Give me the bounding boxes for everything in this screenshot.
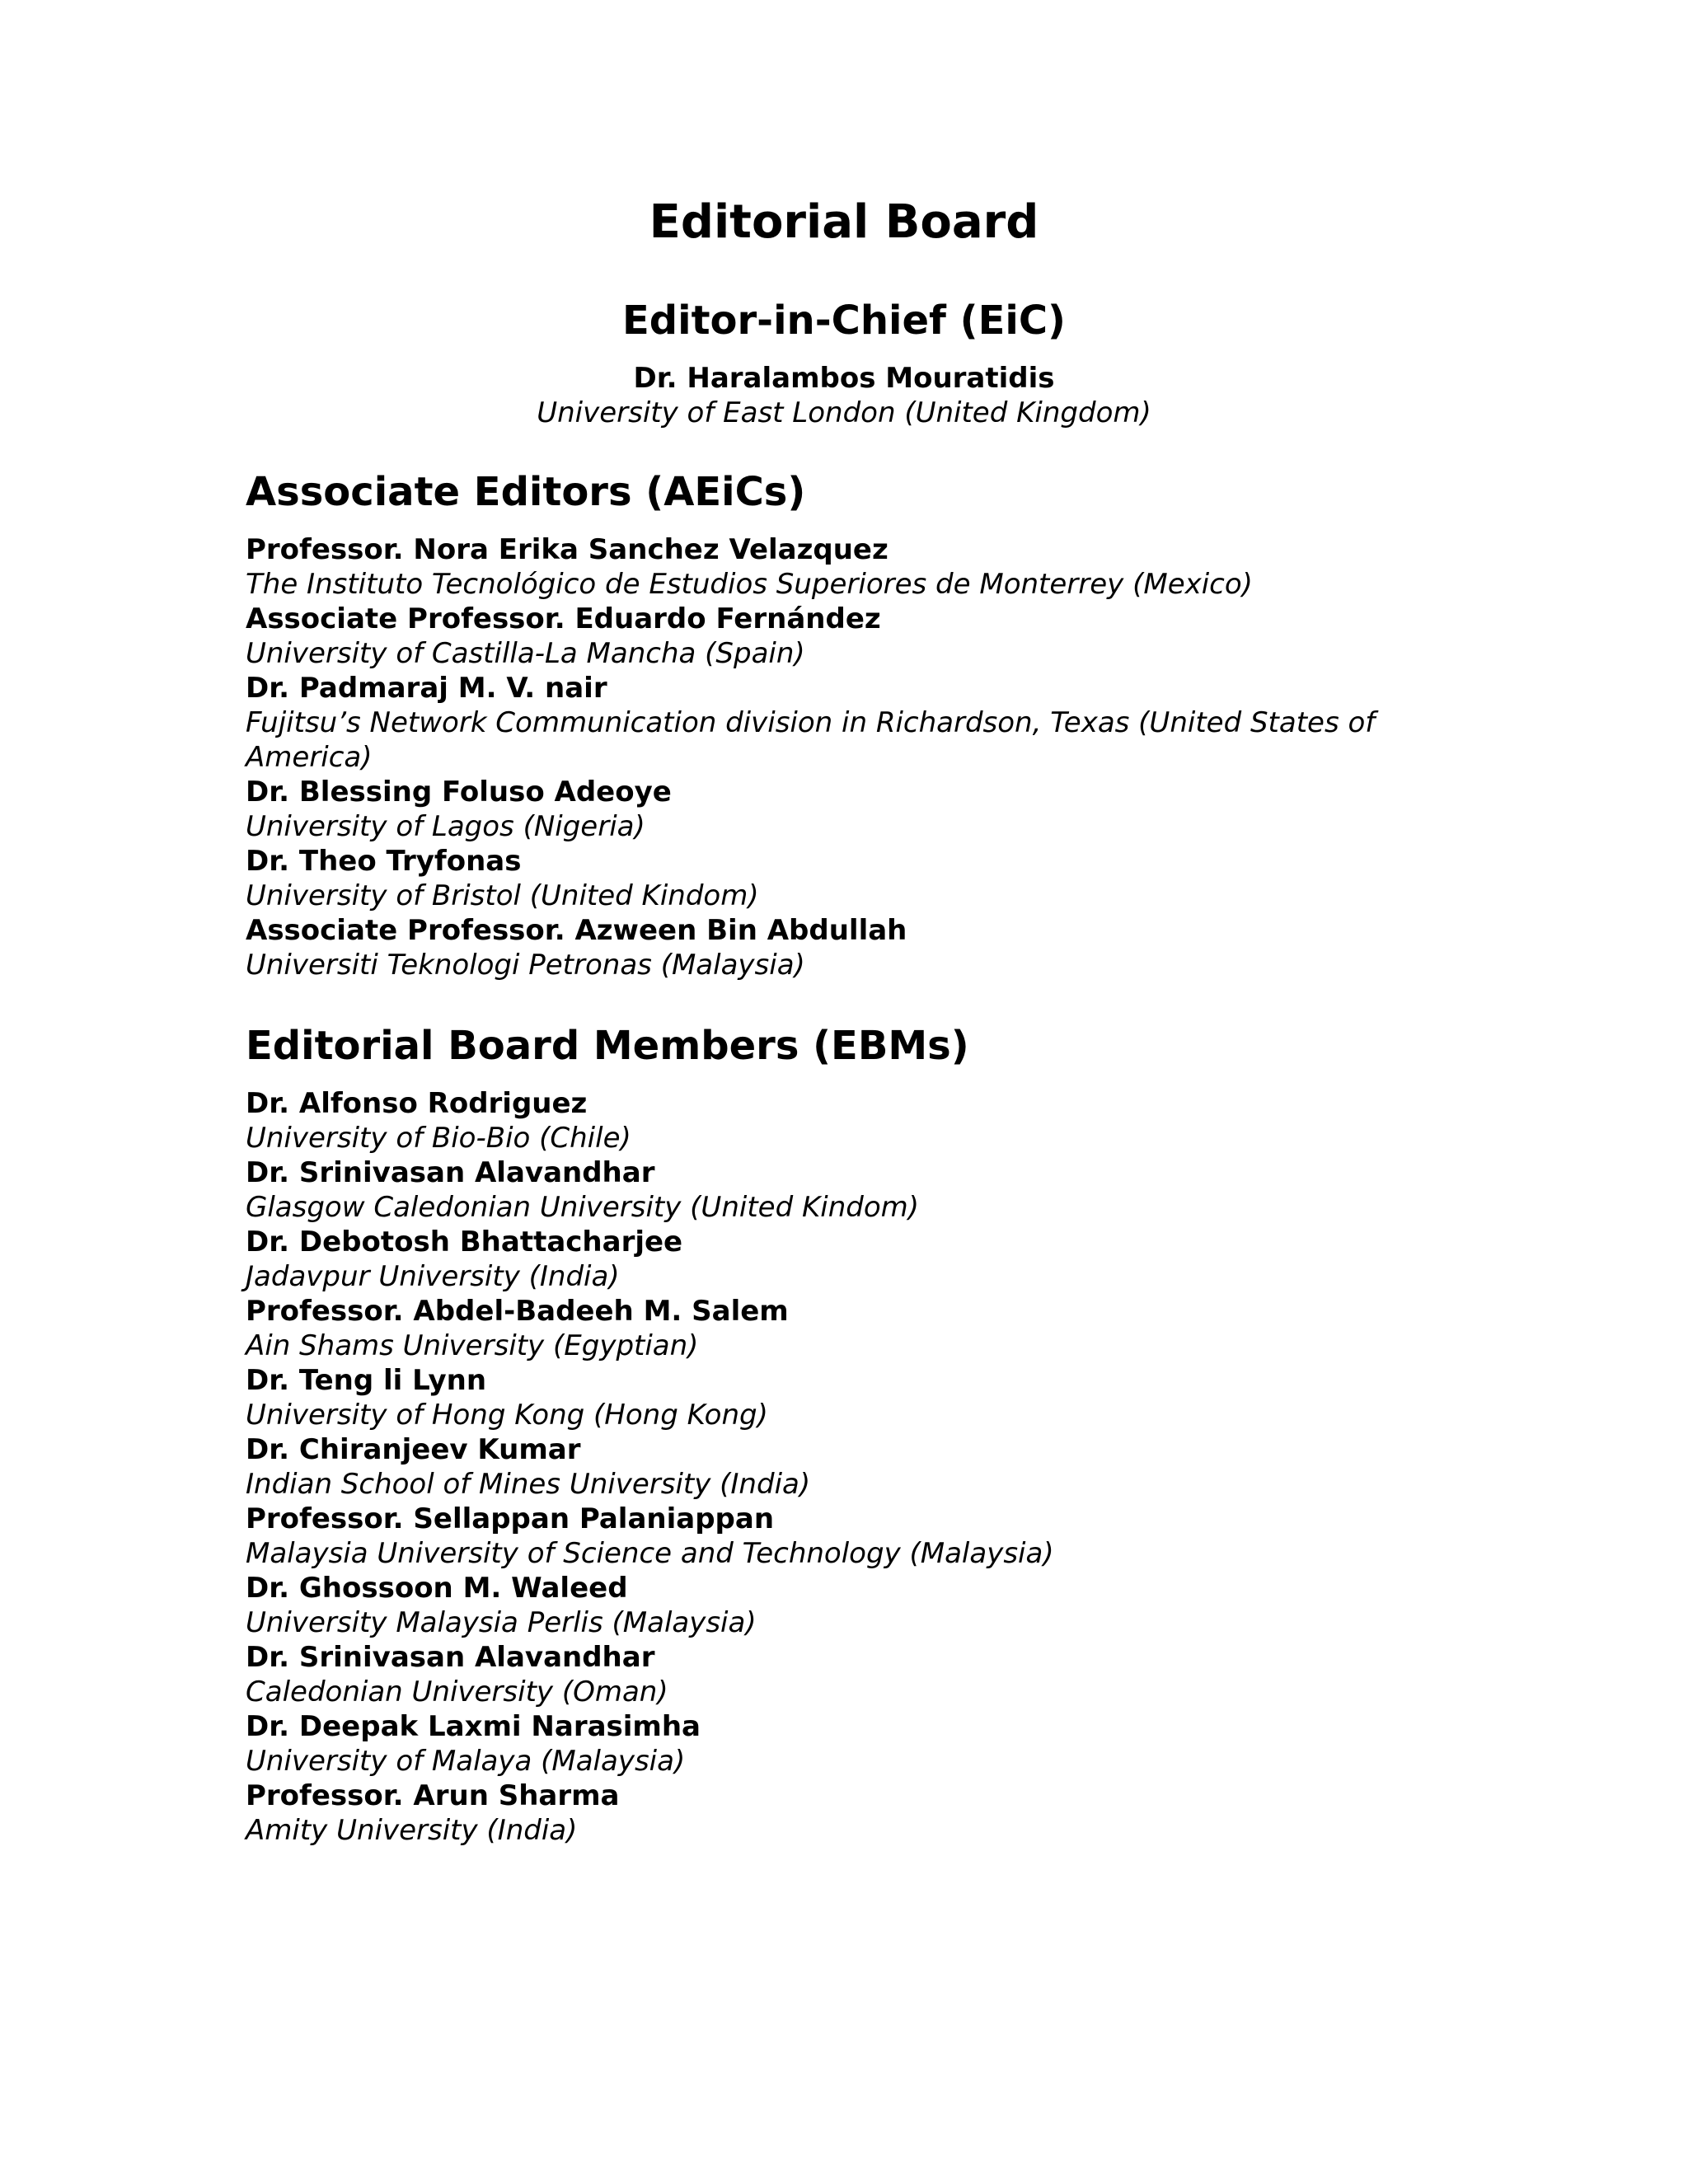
member-name: Dr. Debotosh Bhattacharjee — [246, 1226, 683, 1258]
member-affiliation: Ain Shams University (Egyptian) — [246, 1329, 699, 1362]
board-members-list — [246, 1086, 1449, 1848]
list-item — [246, 1363, 1449, 1432]
member-name: Dr. Alfonso Rodriguez — [246, 1087, 588, 1120]
list-item — [246, 1640, 1449, 1709]
eic-affiliation: University of East London (United Kingdom) — [537, 396, 1151, 429]
list-item — [246, 1086, 1449, 1155]
list-item — [246, 1571, 1449, 1640]
member-name: Professor. Sellappan Palaniappan — [246, 1502, 775, 1535]
member-affiliation: Jadavpur University (India) — [246, 1260, 620, 1293]
member-name: Dr. Srinivasan Alavandhar — [246, 1156, 655, 1189]
list-item — [246, 532, 1449, 602]
member-affiliation: The Instituto Tecnológico de Estudios Superiores de Monterrey (Mexico) — [246, 568, 1253, 601]
member-affiliation: Fujitsu’s Network Communication division in Richardson, Texas (United States of America) — [246, 706, 1376, 774]
member-affiliation: Indian School of Mines University (India) — [246, 1468, 811, 1501]
member-name: Dr. Blessing Foluso Adeoye — [246, 776, 672, 808]
member-name: Dr. Padmaraj M. V. nair — [246, 672, 607, 705]
member-affiliation: University of Hong Kong (Hong Kong) — [246, 1399, 768, 1432]
list-item — [246, 1432, 1449, 1502]
member-affiliation: University of Bristol (United Kindom) — [246, 879, 759, 912]
member-name: Professor. Arun Sharma — [246, 1779, 620, 1812]
eic-entry — [0, 361, 1688, 430]
board-members-heading: Editorial Board Members (EBMs) — [246, 1023, 969, 1069]
list-item — [246, 913, 1449, 982]
list-item — [246, 1155, 1449, 1225]
list-item — [246, 1779, 1449, 1848]
list-item — [246, 671, 1449, 775]
eic-name: Dr. Haralambos Mouratidis — [633, 362, 1055, 395]
member-name: Dr. Teng li Lynn — [246, 1364, 487, 1397]
member-name: Dr. Theo Tryfonas — [246, 845, 522, 878]
member-affiliation: University Malaysia Perlis (Malaysia) — [246, 1606, 757, 1639]
member-name: Dr. Deepak Laxmi Narasimha — [246, 1710, 701, 1743]
list-item — [246, 1294, 1449, 1363]
list-item — [246, 775, 1449, 844]
member-affiliation: University of Malaya (Malaysia) — [246, 1745, 686, 1778]
member-name: Associate Professor. Azween Bin Abdullah — [246, 914, 907, 947]
member-affiliation: University of Lagos (Nigeria) — [246, 810, 645, 843]
member-name: Professor. Abdel-Badeeh M. Salem — [246, 1295, 789, 1328]
list-item — [246, 1225, 1449, 1294]
member-affiliation: Malaysia University of Science and Technology (Malaysia) — [246, 1537, 1054, 1570]
associate-editors-heading: Associate Editors (AEiCs) — [246, 469, 806, 515]
member-name: Dr. Chiranjeev Kumar — [246, 1433, 581, 1466]
member-name: Professor. Nora Erika Sanchez Velazquez — [246, 533, 889, 566]
list-item — [246, 1709, 1449, 1779]
eic-heading: Editor-in-Chief (EiC) — [621, 298, 1066, 344]
page-title: Editorial Board — [649, 195, 1039, 249]
member-affiliation: University of Castilla-La Mancha (Spain) — [246, 637, 805, 670]
member-name: Dr. Ghossoon M. Waleed — [246, 1572, 628, 1605]
member-affiliation: Caledonian University (Oman) — [246, 1675, 668, 1708]
list-item — [246, 1502, 1449, 1571]
member-name: Associate Professor. Eduardo Fernández — [246, 602, 881, 635]
member-affiliation: University of Bio-Bio (Chile) — [246, 1122, 631, 1155]
member-affiliation: Amity University (India) — [246, 1814, 578, 1847]
list-item — [246, 602, 1449, 671]
associate-editors-list — [246, 532, 1449, 982]
list-item — [246, 844, 1449, 913]
member-affiliation: Glasgow Caledonian University (United Kindom) — [246, 1191, 920, 1224]
member-name: Dr. Srinivasan Alavandhar — [246, 1641, 655, 1674]
member-affiliation: Universiti Teknologi Petronas (Malaysia) — [246, 949, 805, 982]
